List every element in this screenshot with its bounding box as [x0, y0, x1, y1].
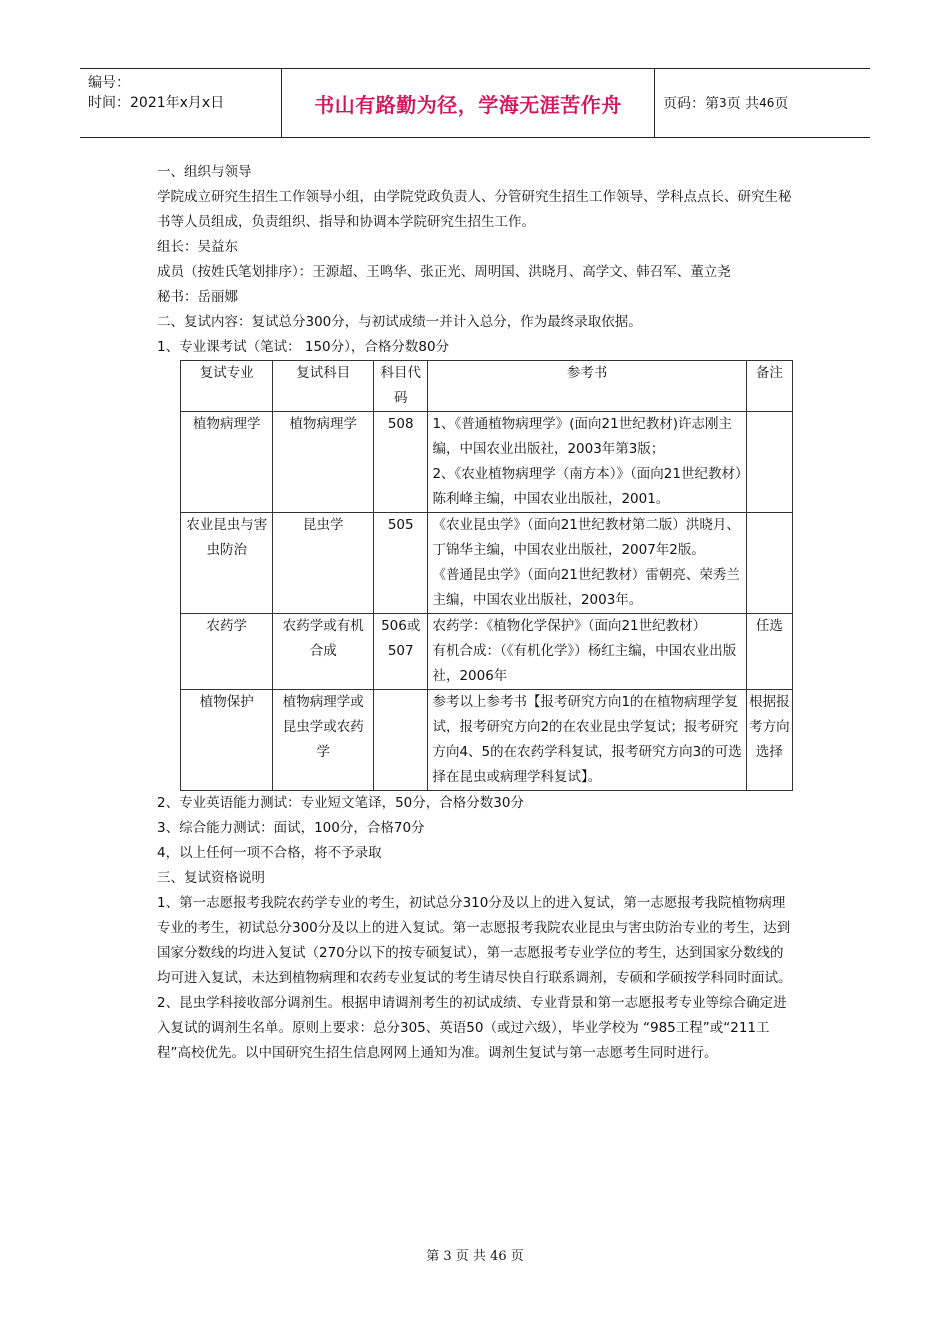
cell-books [428, 690, 746, 791]
page-total: 46 [759, 96, 775, 110]
header-page-info [655, 69, 870, 137]
cell-major: 农药学 [181, 614, 273, 690]
section3-title: 三、复试资格说明 [157, 870, 265, 886]
header-code: 科目代码 [374, 361, 428, 412]
cell-code [374, 690, 428, 791]
section2-item2: 2、专业英语能力测试：专业短文笔译，50分，合格分数30分 [157, 795, 524, 811]
cell-major: 植物保护 [181, 690, 273, 791]
cell-major: 农业昆虫与害虫防治 [181, 513, 273, 614]
book-entry: 参考以上参考书【报考研究方向1的在植物病理学复试，报考研究方向2的在农业昆虫学复试；报考研究方向4、5的在农药学科复试，报考研究方向3的可选择在昆虫或病理学科复试】。 [432, 694, 742, 785]
page-mid: 页 共 [726, 96, 760, 112]
document-body [157, 160, 793, 1066]
section2-item4: 4，以上任何一项不合格，将不予录取 [157, 845, 382, 861]
header-major: 复试专业 [181, 361, 273, 412]
section1-members: 成员（按姓氏笔划排序）：王源超、王鸣华、张正光、周明国、洪晓月、高学文、韩召军、董立尧 [157, 264, 731, 280]
book-entry: 《农业昆虫学》（面向21世纪教材第二版）洪晓月、丁锦华主编，中国农业出版社，2007年2版。 [432, 517, 740, 558]
cell-subject: 植物病理学或昆虫学或农药学 [273, 690, 374, 791]
cell-note: 根据报考方向选择 [746, 690, 792, 791]
page-header [80, 68, 870, 138]
book-entry: 《普通昆虫学》（面向21世纪教材）雷朝亮、荣秀兰主编，中国农业出版社，2003年。 [432, 567, 740, 608]
cell-subject: 农药学或有机合成 [273, 614, 374, 690]
cell-note [746, 513, 792, 614]
section3-paragraph1: 1、第一志愿报考我院农药学专业的考生，初试总分310分及以上的进入复试，第一志愿报考我院植物病理专业的考生，初试总分300分及以上的进入复试。第一志愿报考我院农业昆虫与害虫防治专业的考生，达到国家分数线的均进入复试（270分以下的按专硕复试），第一志愿报考专业学位的考生，达到国家分数线的均可进入复试，未达到植物病理和农药专业复试的考生请尽快自行联系调剂，专硕和学硕按学科同时面试。 [157, 895, 792, 986]
header-subject: 复试科目 [273, 361, 374, 412]
cell-books [428, 412, 746, 513]
cell-code: 506或507 [374, 614, 428, 690]
table-row [181, 690, 793, 791]
cell-books [428, 614, 746, 690]
course-table [180, 360, 793, 791]
cell-books [428, 513, 746, 614]
table-row [181, 614, 793, 690]
cell-major: 植物病理学 [181, 412, 273, 513]
book-entry: 1、《普通植物病理学》(面向21世纪教材)许志刚主编，中国农业出版社，2003年第3版； [432, 416, 733, 457]
header-meta [80, 69, 282, 137]
section1-secretary: 秘书：岳丽娜 [157, 289, 238, 305]
cell-code: 508 [374, 412, 428, 513]
section2-item1: 1、专业课考试（笔试： 150分），合格分数80分 [157, 339, 450, 355]
section2-item3: 3、综合能力测试：面试，100分，合格70分 [157, 820, 425, 836]
table-row [181, 513, 793, 614]
book-entry: 农药学：《植物化学保护》（面向21世纪教材） [432, 618, 707, 634]
cell-code: 505 [374, 513, 428, 614]
cell-note [746, 412, 792, 513]
header-motto: 书山有路勤为径，学海无涯苦作舟 [282, 69, 655, 137]
book-entry: 有机合成：（《有机化学》）杨红主编，中国农业出版社，2006年 [432, 643, 737, 684]
book-entry: 2、《农业植物病理学（南方本）》（面向21世纪教材）陈利峰主编，中国农业出版社，2001。 [432, 466, 742, 507]
cell-subject: 昆虫学 [273, 513, 374, 614]
page-footer: 第 3 页 共 46 页 [426, 1249, 524, 1264]
section1-title: 一、组织与领导 [157, 164, 252, 180]
page-current: 3 [719, 96, 727, 110]
section2-title: 二、复试内容：复试总分300分，与初试成绩一并计入总分，作为最终录取依据。 [157, 314, 642, 330]
header-books: 参考书 [428, 361, 746, 412]
page-prefix: 页码：第 [663, 96, 719, 112]
table-row [181, 412, 793, 513]
section3-paragraph2: 2、昆虫学科接收部分调剂生。根据申请调剂考生的初试成绩、专业背景和第一志愿报考专业等综合确定进入复试的调剂生名单。原则上要求：总分305、英语50（或过六级），毕业学校为 “985工程”或“211工程”高校优先。以中国研究生招生信息网网上通知为准。调剂生复试与第一志愿考生同时进行。 [157, 995, 787, 1061]
cell-note: 任选 [746, 614, 792, 690]
document-date: 时间：2021年x月x日 [88, 95, 225, 111]
table-header-row [181, 361, 793, 412]
header-note: 备注 [746, 361, 792, 412]
section1-desc: 学院成立研究生招生工作领导小组，由学院党政负责人、分管研究生招生工作领导、学科点点长、研究生秘书等人员组成，负责组织、指导和协调本学院研究生招生工作。 [157, 189, 792, 230]
section1-leader: 组长：吴益东 [157, 239, 238, 255]
document-number-label: 编号： [88, 75, 130, 91]
page-suffix: 页 [774, 96, 789, 112]
cell-subject: 植物病理学 [273, 412, 374, 513]
